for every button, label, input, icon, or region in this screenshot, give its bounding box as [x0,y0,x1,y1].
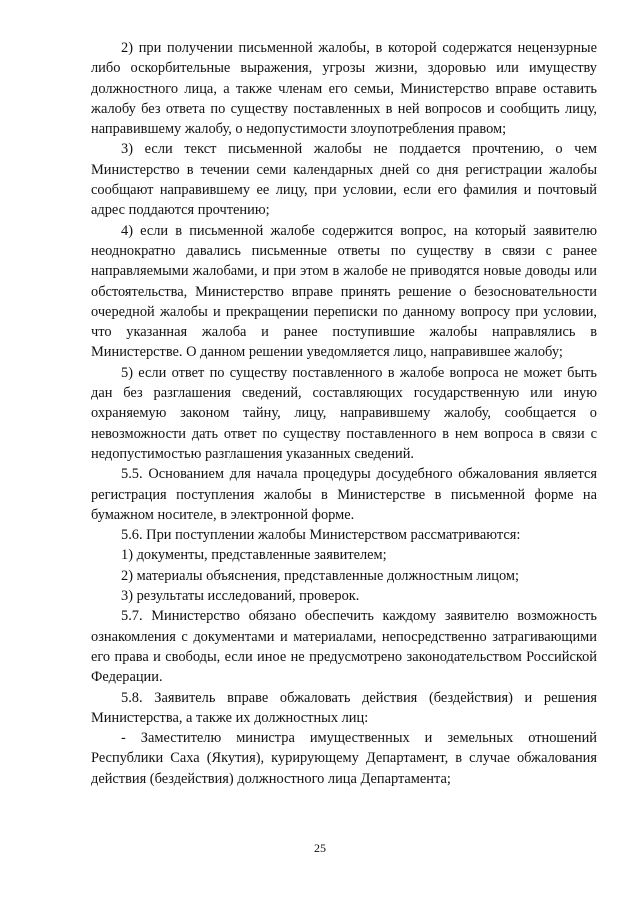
paragraph-5-6-item-3: 3) результаты исследований, проверок. [121,588,360,605]
document-body [91,38,597,789]
paragraph-5-5: 5.5. Основанием для начала процедуры досудебного обжалования является регистрация поступления жалобы в Министерстве в письменной форме на бумажном носителе, в электронной форме. [91,466,597,523]
paragraph-5-6-item-1: 1) документы, представленные заявителем; [121,547,387,564]
paragraph-5-6-item-2: 2) материалы объяснения, представленные должностным лицом; [121,567,520,584]
paragraph-5-7: 5.7. Министерство обязано обеспечить каждому заявителю возможность ознакомления с документами и материалами, непосредственно затрагивающими его права и свободы, если иное не предусмотрено законодательством Российской Федерации. [91,608,597,686]
page-number: 25 [314,841,326,855]
paragraph-item-3: 3) если текст письменной жалобы не поддается прочтению, о чем Министерство в течении семи календарных дней со дня регистрации жалобы сообщают направившему ее лицу, при условии, если его фамилия и почтовый адрес поддаются прочтению; [91,141,597,219]
paragraph-5-6: 5.6. При поступлении жалобы Министерством рассматриваются: [121,527,521,544]
paragraph-5-8-item-deputy-minister: - Заместителю министра имущественных и земельных отношений Республики Саха (Якутия), курирующему Департамент, в случае обжалования действия (бездействия) должностного лица Департамента; [91,730,597,787]
paragraph-item-4: 4) если в письменной жалобе содержится вопрос, на который заявителю неоднократно давались письменные ответы по существу в связи с ранее направляемыми жалобами, и при этом в жалобе не приводятся новые доводы или обстоятельства, Министерство вправе принять решение о безосновательности очередной жалобы и прекращении переписки по данному вопросу при условии, что указанная жалоба и ранее поступившие жалобы направлялись в Министерстве. О данном решении уведомляется лицо, направившее жалобу; [91,222,597,361]
paragraph-item-2: 2) при получении письменной жалобы, в которой содержатся нецензурные либо оскорбительные выражения, угрозы жизни, здоровью или имуществу должностного лица, а также членам его семьи, Министерство вправе оставить жалобу без ответа по существу поставленных в ней вопросов и сообщить лицу, направившему жалобу, о недопустимости злоупотребления правом; [91,40,597,138]
paragraph-5-8: 5.8. Заявитель вправе обжаловать действия (бездействия) и решения Министерства, а также их должностных лиц: [91,689,597,726]
paragraph-item-5: 5) если ответ по существу поставленного в жалобе вопроса не может быть дан без разглашения сведений, составляющих государственную или иную охраняемую законом тайну, лицу, направившему жалобу, сообщается о невозможности дать ответ по существу поставленного в нем вопроса в связи с недопустимостью разглашения указанных сведений. [91,364,597,462]
